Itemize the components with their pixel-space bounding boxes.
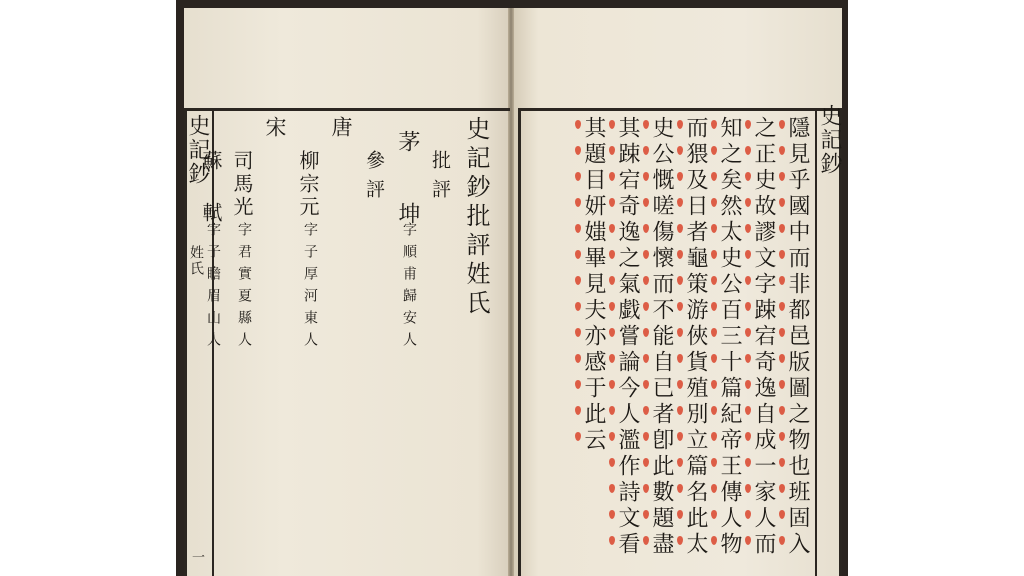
dynasty-song: 宋 [263,116,287,137]
person-mao-kun-name: 茅 坤 [395,130,420,238]
person-su-shi-detail: 字子瞻眉山人 [205,222,221,354]
left-running-title: 史記鈔 [185,114,210,186]
text-column-4: 而猥及日者龜策游俠貨殖別立篇名此太 [683,116,708,558]
text-column-3: 知之矣然太史公百三十篇紀帝王傳人物 [717,116,742,558]
text-column-5: 史公慨嗟傷懷而不能自已者卽此數題盡 [649,116,674,558]
bleed-through [250,120,281,354]
text-column-2: 之正史故謬文字踈宕奇逸自成一家人而 [751,116,776,558]
dynasty-tang: 唐 [329,116,353,137]
person-su-shi-name: 蘇 軾 [199,150,223,228]
right-margin-rule [815,111,817,576]
section-pi-ping: 批評 [429,150,451,208]
text-column-1: 隱見乎國中而非都邑版圖之物也班固入 [785,116,810,558]
text-column-7: 其題目妍媸畢見夫亦感于此云 [581,116,606,454]
person-liu-zongyuan-detail: 字子厚河東人 [302,222,318,354]
page-heading: 史記鈔批評姓氏 [462,116,490,319]
person-sima-guang-detail: 字君實夏縣人 [236,222,252,354]
left-running-subtitle: 姓氏 [188,245,204,277]
person-sima-guang-name: 司馬光 [230,150,254,219]
section-can-ping: 參評 [363,150,385,208]
text-column-6: 其踈宕奇逸之氣戯嘗論今人濫作詩文看 [615,116,640,558]
right-running-title: 史記鈔 [817,104,842,176]
person-liu-zongyuan-name: 柳宗元 [296,150,320,219]
folio-number: 一 [189,550,204,563]
person-mao-kun-detail: 字順甫歸安人 [401,222,417,354]
